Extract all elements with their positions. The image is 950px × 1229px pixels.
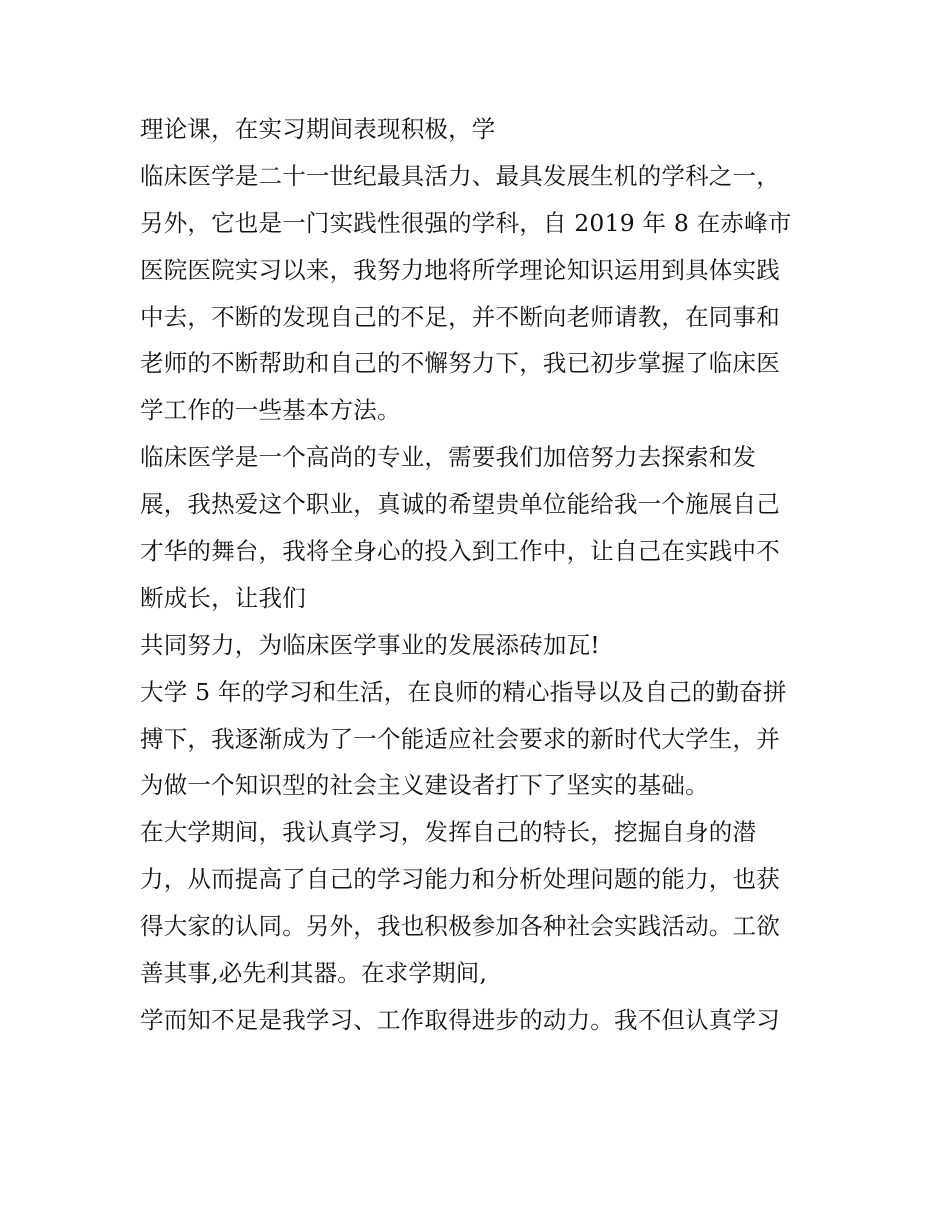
text-line: 为做一个知识型的社会主义建设者打下了坚实的基础。 — [140, 771, 709, 800]
text-line: 共同努力，为临床医学事业的发展添砖加瓦! — [140, 630, 600, 659]
text-line: 展，我热爱这个职业，真诚的希望贵单位能给我一个施展自己 — [140, 490, 780, 519]
text-line: 中去，不断的发现自己的不足，并不断向老师请教，在同事和 — [140, 302, 780, 331]
text-line: 学而知不足是我学习、工作取得进步的动力。我不但认真学习 — [140, 1005, 780, 1034]
text-line: 学工作的一些基本方法。 — [140, 396, 401, 425]
text-line: 搏下，我逐渐成为了一个能适应社会要求的新时代大学生，并 — [140, 724, 780, 753]
document-body — [140, 106, 820, 1044]
text-line: 善其事,必先利其器。在求学期间, — [140, 959, 488, 988]
text-line: 在大学期间，我认真学习，发挥自己的特长，挖掘自身的潜 — [140, 818, 757, 847]
text-line: 另外，它也是一门实践性很强的学科，自 2019 年 8 在赤峰市 — [140, 208, 792, 237]
text-line: 断成长，让我们 — [140, 583, 306, 612]
text-line: 大学 5 年的学习和生活，在良师的精心指导以及自己的勤奋拼 — [140, 677, 787, 706]
text-line: 老师的不断帮助和自己的不懈努力下，我已初步掌握了临床医 — [140, 349, 780, 378]
text-line: 医院医院实习以来，我努力地将所学理论知识运用到具体实践 — [140, 255, 780, 284]
text-line: 临床医学是一个高尚的专业，需要我们加倍努力去探索和发 — [140, 443, 757, 472]
text-line: 力，从而提高了自己的学习能力和分析处理问题的能力，也获 — [140, 865, 780, 894]
text-line: 理论课，在实习期间表现积极，学 — [140, 115, 496, 143]
text-line: 得大家的认同。另外，我也积极参加各种社会实践活动。工欲 — [140, 912, 780, 941]
text-line: 临床医学是二十一世纪最具活力、最具发展生机的学科之一， — [140, 161, 780, 190]
text-line: 才华的舞台，我将全身心的投入到工作中，让自己在实践中不 — [140, 537, 780, 566]
